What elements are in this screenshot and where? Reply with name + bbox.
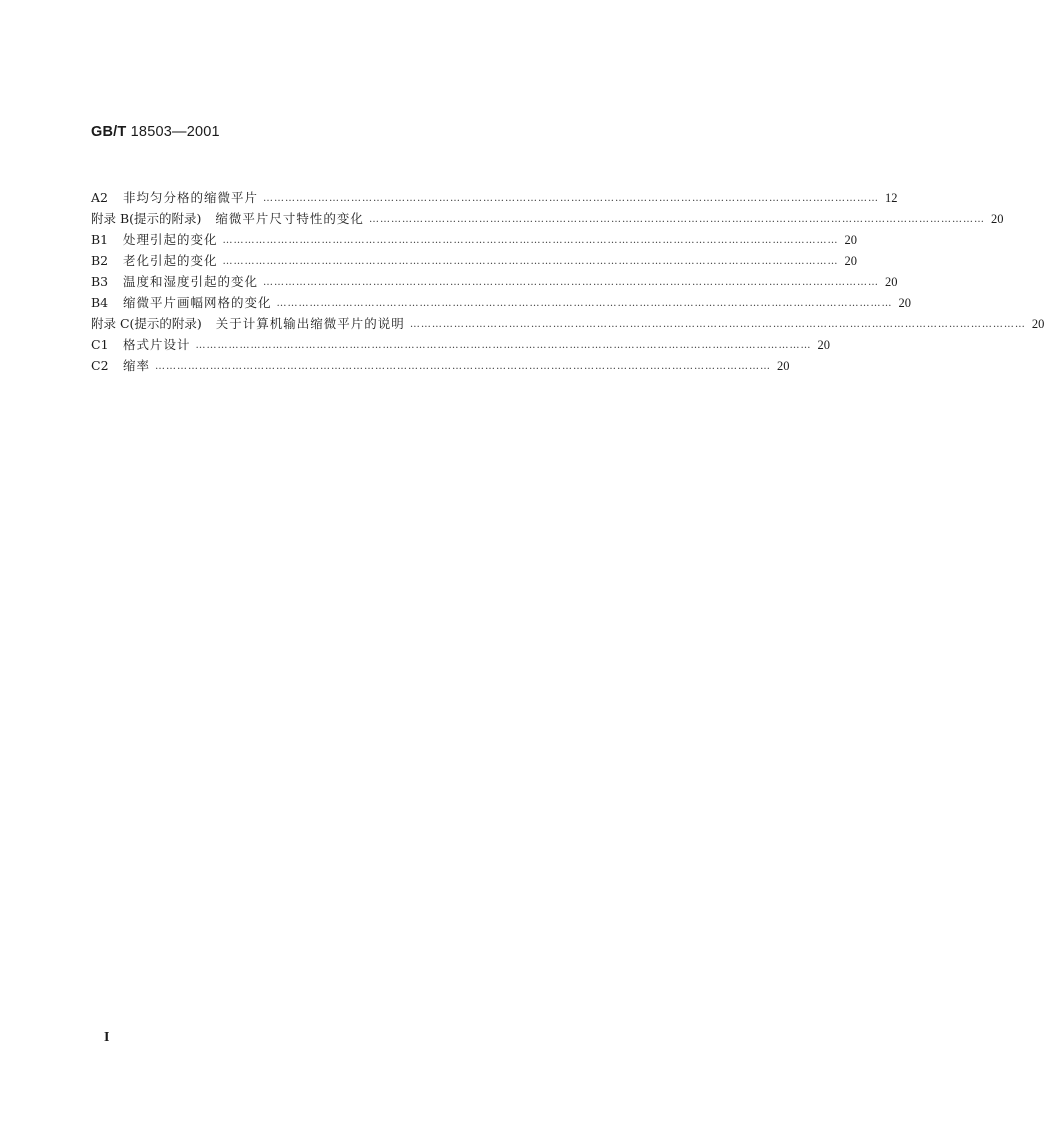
dot-leader: …………………………………………………………………………………………………………………………………………………… [263, 193, 880, 204]
dot-leader: …………………………………………………………………………………………………………………………………………………… [276, 298, 893, 309]
toc-entry-title: 老化引起的变化 [123, 253, 218, 268]
toc-entry-page: 20 [777, 359, 790, 373]
dot-leader: …………………………………………………………………………………………………………………………………………………… [263, 277, 880, 288]
toc-entry-page: 12 [885, 191, 898, 205]
dot-leader: …………………………………………………………………………………………………………………………………………………… [195, 340, 812, 351]
standard-code [91, 124, 220, 140]
dot-leader: …………………………………………………………………………………………………………………………………………………… [222, 256, 839, 267]
dot-leader: …………………………………………………………………………………………………………………………………………………… [368, 214, 985, 225]
toc-entry-number: B4 [91, 295, 109, 310]
toc-entry-b1[interactable] [91, 229, 858, 250]
toc-entry-appendix-c[interactable] [91, 313, 1044, 334]
toc-entry-number: B3 [91, 274, 109, 289]
toc-entry-number: C1 [91, 337, 109, 352]
dot-leader: …………………………………………………………………………………………………………………………………………………… [222, 235, 839, 246]
toc-entry-title: 缩微平片画幅网格的变化 [123, 295, 272, 310]
dot-leader: …………………………………………………………………………………………………………………………………………………… [155, 361, 772, 372]
toc-entry-title: 缩率 [123, 358, 151, 373]
toc-entry-number: B1 [91, 232, 109, 247]
standard-number: 18503—2001 [130, 124, 220, 140]
toc-entry-number: 附录 B(提示的附录) [91, 211, 202, 226]
standard-prefix: GB/T [91, 124, 127, 140]
toc-entry-appendix-b[interactable] [91, 208, 1004, 229]
toc-entry-title: 非均匀分格的缩微平片 [123, 190, 259, 205]
toc-entry-a2[interactable] [91, 187, 898, 208]
toc-entry-number: C2 [91, 358, 109, 373]
toc-entry-title: 格式片设计 [123, 337, 191, 352]
toc-entry-page: 20 [817, 338, 831, 352]
toc-entry-title: 缩微平片尺寸特性的变化 [215, 211, 364, 226]
toc-entry-number: A2 [91, 190, 108, 205]
toc-entry-page: 20 [990, 212, 1004, 226]
toc-entry-page: 20 [844, 254, 858, 268]
toc-entry-page: 20 [898, 296, 912, 310]
toc-entry-page: 20 [885, 275, 898, 289]
toc-entry-title: 温度和湿度引起的变化 [123, 274, 259, 289]
toc-entry-number: B2 [91, 253, 109, 268]
toc-entry-b2[interactable] [91, 250, 858, 271]
toc-entry-c2[interactable] [91, 355, 790, 376]
page-number: I [104, 1030, 110, 1045]
toc-entry-number: 附录 C(提示的附录) [91, 316, 202, 331]
toc-entry-page: 20 [844, 233, 858, 247]
toc-entry-b3[interactable] [91, 271, 898, 292]
toc-entry-c1[interactable] [91, 334, 831, 355]
toc-entry-title: 处理引起的变化 [123, 232, 218, 247]
toc-entry-title: 关于计算机输出缩微平片的说明 [215, 316, 405, 331]
toc-entry-page: 20 [1031, 317, 1044, 331]
toc-entry-b4[interactable] [91, 292, 912, 313]
dot-leader: …………………………………………………………………………………………………………………………………………………… [409, 319, 1026, 330]
table-of-contents [91, 187, 1044, 376]
